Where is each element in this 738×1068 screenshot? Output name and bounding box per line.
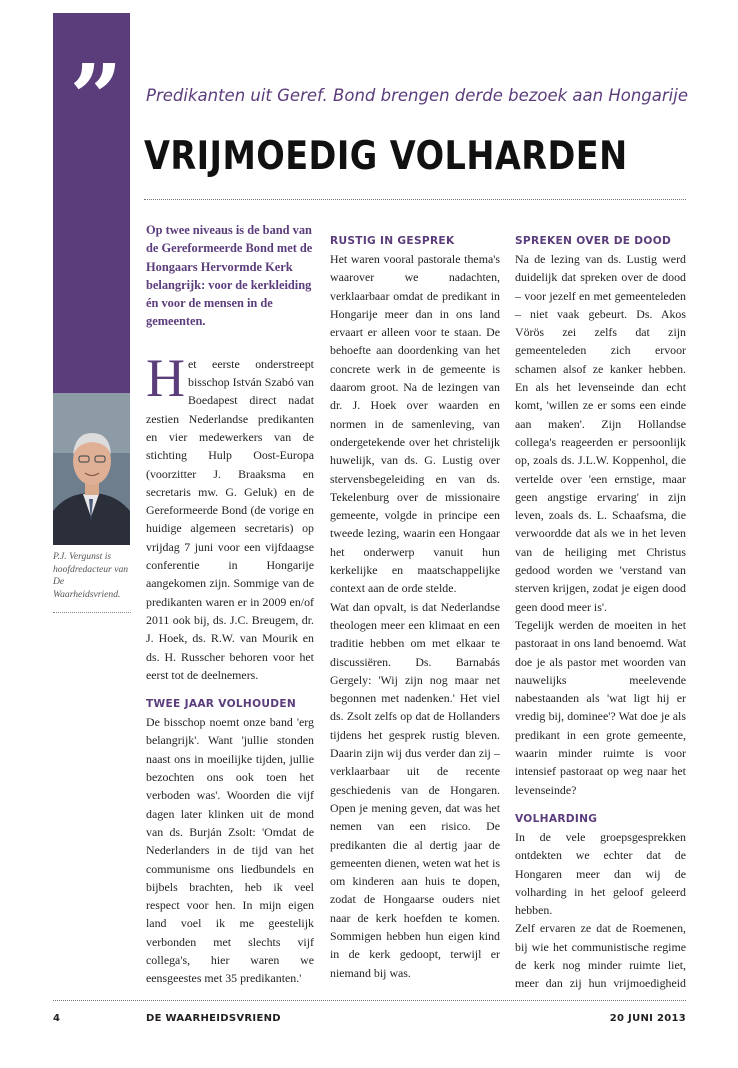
paragraph: In de vele groepsgesprekken ontdekten we echter dat de Hongaren meer dan wij de volharding in het geloof geleerd hebben.: [515, 829, 686, 918]
drop-cap: H: [146, 347, 185, 408]
article-headline: VRIJMOEDIG VOLHARDEN: [144, 134, 628, 179]
paragraph: Tegelijk werden de moeiten in het pastoraat in ons land benoemd. Wat doe je als pastor met woorden van nauwelijks meelevende nabestaanden als 'wat ligt hij er vredig bij, dominee'? Wat doe je als predikant in een grote gemeente, waarin minder ruimte is voor intensief pastoraat op weg naar het levenseinde?: [515, 617, 686, 797]
publication-name: DE WAARHEIDSVRIEND: [146, 1013, 281, 1024]
column-3: [515, 221, 686, 991]
author-photo: [53, 393, 130, 545]
headline-divider: [144, 199, 686, 200]
paragraph: Wat dan opvalt, is dat Nederlandse theologen meer een klimaat en een traditie hebben om met elkaar te discussiëren. Ds. Barnabás Gergely: 'Wij zijn nog maar net begonnen met nadenken.' Het viel ds. Zsolt zelfs op dat de Hollanders tijdens het gesprek rustig bleven. Daarin zijn wij dus verder dan zij – verklaarbaar uit de recente geschiedenis van de Hongaren. Open je mening geven, dat was het nemen van een risico. De predikanten die al dertig jaar de gemeenten dienen, weten wat het is om kinderen aan huis te dopen, zodat de Hongaarse ouders niet naar de kerk hoefden te komen. Sommigen hebben hun eigen kind in de kerk gedoopt, terwijl er niemand bij was.: [330, 599, 500, 980]
paragraph: De bisschop noemt onze band 'erg belangrijk'. Want 'jullie stonden naast ons in moeilijke tijden, jullie bezochten ons ook toen het verboden was'. Woorden die vijf dagen later klinken uit de mond van ds. Burján Zsolt: 'Omdat de Nederlanders in de tijd van het communisme ons liedbundels en bijbels brachten, heb ik veel respect voor hen. In mijn eigen land voel ik me geestelijk verbonden met slechts vijf collega's, hier waren we eensgeestes met 35 predikanten.': [146, 715, 314, 986]
caption-divider: [53, 612, 131, 613]
photo-caption: P.J. Vergunst is hoofdredacteur van De Waarheidsvriend.: [53, 551, 129, 600]
intro-paragraph: [146, 347, 314, 684]
issue-date: 20 JUNI 2013: [609, 1013, 686, 1024]
subhead-rustig-in-gesprek: RUSTIG IN GESPREK: [330, 235, 455, 247]
article-lead: Op twee niveaus is de band van de Gereformeerde Bond met de Hongaars Hervormde Kerk belangrijk: voor de kerkleiding én voor de mensen in de gemeenten.: [146, 223, 313, 329]
subhead-volharding: VOLHARDING: [515, 812, 598, 825]
subhead-spreken-over-de-dood: SPREKEN OVER DE DOOD: [515, 235, 672, 247]
paragraph: Zelf ervaren ze dat de Roemenen, bij wie het communistische regime de kerk nog minder ruimte liet, meer dan zij hun vrijmoedigheid: [515, 921, 686, 991]
intro-text: et eerste onderstreept bisschop István Szabó van Boedapest direct nadat zestien Nederlandse predikanten en vier medewerkers van de stichting Hulp Oost-Europa (voorzitter J. Braaksma en secretaris mw. G. Geluk) en de Gereformeerde Bond (de vorige en huidige algemeen secretaris) op vrijdag 7 juni voor een vijfdaagse conferentie in Hongarije aangekomen zijn. Sommige van de predikanten waren er in 2009 en/of 2011 ook bij, ds. J.C. Breugem, dr. J. Hoek, ds. R.W. van Mourik en ds. H. Russcher behoren voor het eerst tot de deelnemers.: [146, 356, 314, 682]
quote-mark-icon: ”: [69, 44, 117, 152]
page-number: 4: [53, 1013, 61, 1024]
paragraph: Na de lezing van ds. Lustig werd duidelijk dat spreken over de dood – voor jezelf en met gemeenteleden – niet vaak gebeurt. Ds. Akos Vörös zei zelfs dat zijn gemeenteleden zich ervoor schamen alsof ze kanker hebben. En als het levenseinde dan echt komt, 'willen ze er soms een einde aan maken'. Zijn Hollandse collega's reageerden er persoonlijk op, zoals ds. J.L.W. Koppenhol, die vertelde over 'een ernstige, maar geen angstige ervaring' in zijn leven, zoals ds. L. Schaafsma, die verwoordde dat als we in het leven van de heiliging met Christus gedood worden we 'verstand van sterven krijgen, zodat je eigen dood geen dood meer is'.: [515, 252, 686, 614]
author-portrait-image: [53, 393, 130, 545]
paragraph: Het waren vooral pastorale thema's waarover we nadachten, verklaarbaar omdat de predikant in Hongarije meer dan in ons land ervaart er alleen voor te staan. De behoefte aan doordenking van het concrete werk in de gemeente is daarom groot. Na de lezingen van dr. J. Hoek over waarden en normen in de samenleving, van ondergetekende over het christelijk huwelijk, van ds. G. Lustig over stervensbegeleiding en van ds. Tekelenburg over de missionaire gemeente, volgde in principe een tweede lezing, waarin een Hongaar het onderwerp vanuit hun kerkelijke en maatschappelijke context aan de orde stelde.: [330, 252, 500, 596]
article-kicker: Predikanten uit Geref. Bond brengen derde bezoek aan Hongarije: [146, 86, 688, 105]
footer-divider: [53, 1000, 686, 1001]
paragraph: [146, 988, 314, 991]
column-2: [330, 221, 500, 982]
column-1: [146, 221, 314, 991]
subhead-twee-jaar-volhouden: TWEE JAAR VOLHOUDEN: [146, 698, 297, 711]
